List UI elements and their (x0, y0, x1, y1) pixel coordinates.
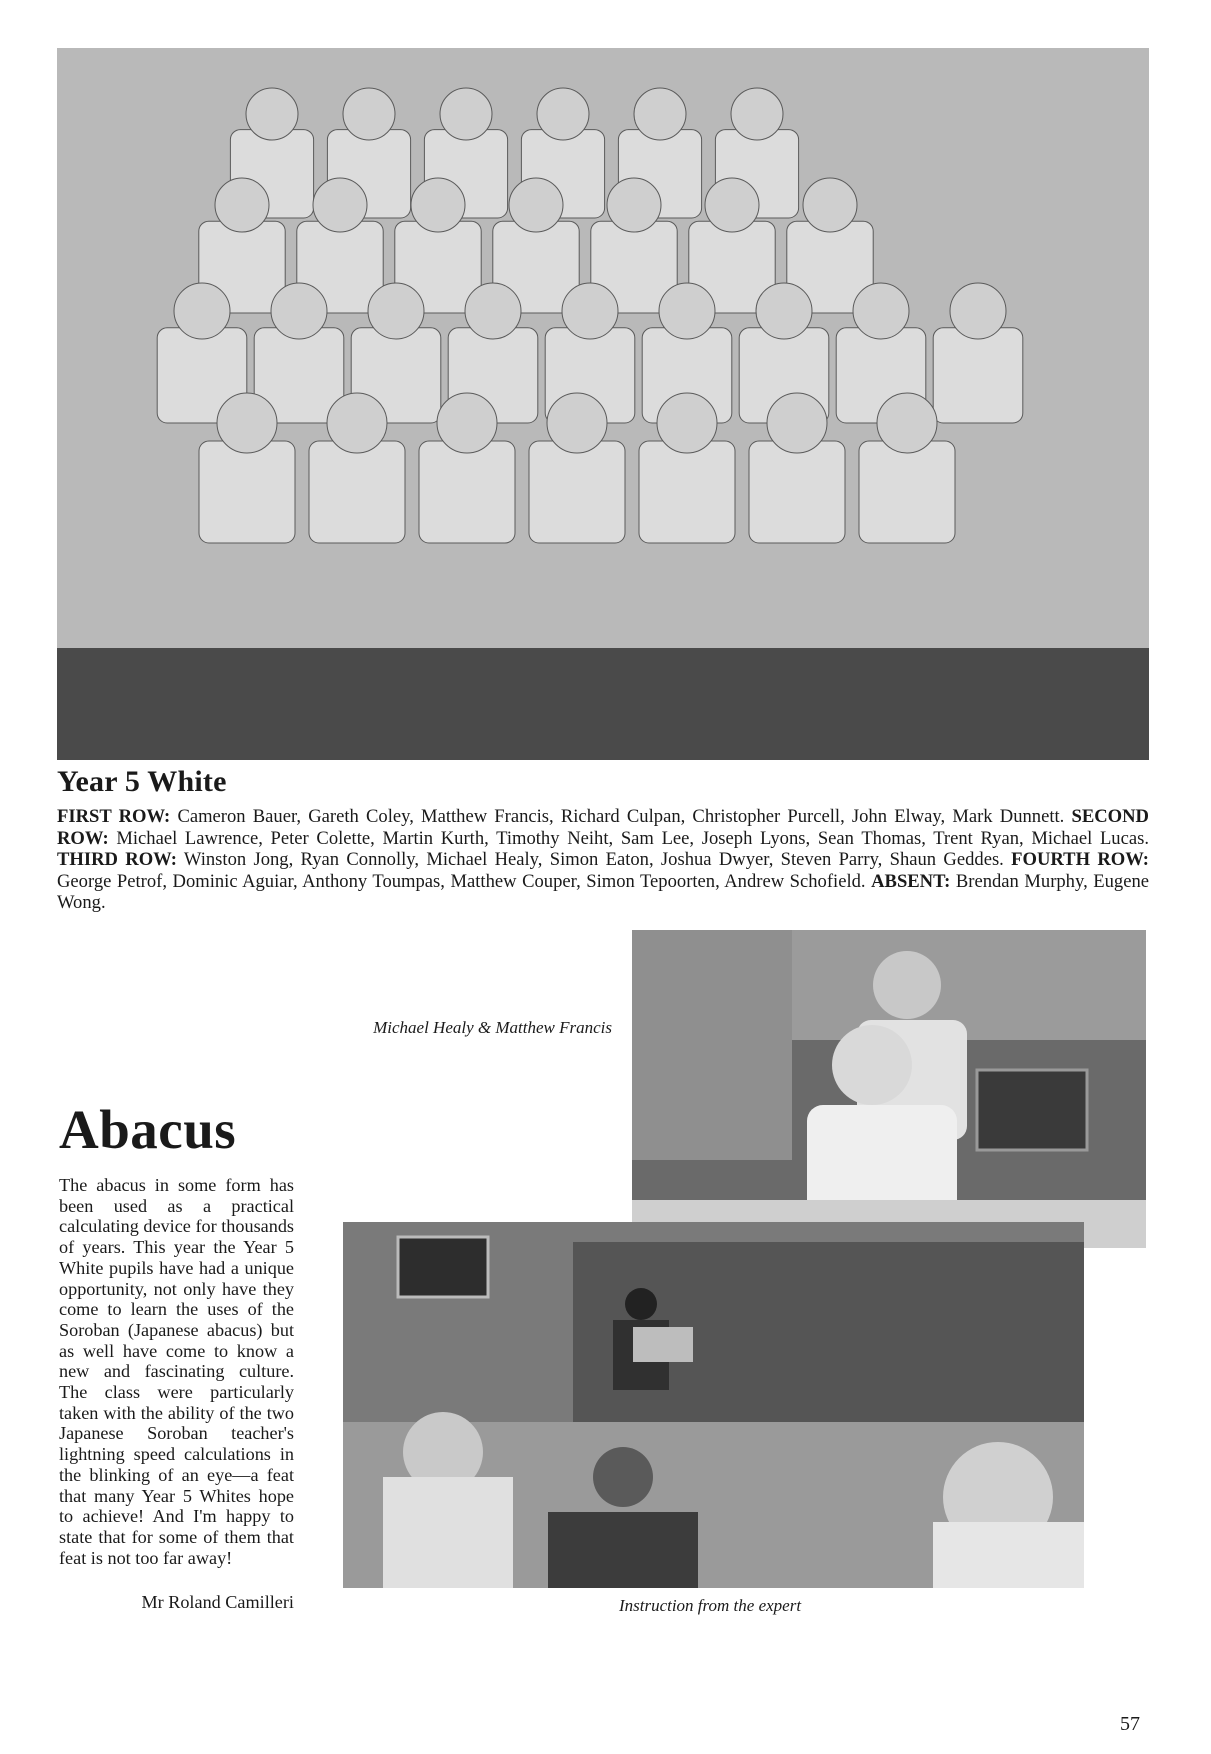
row-label: THIRD ROW: (57, 849, 177, 870)
row-names: George Petrof, Dominic Aguiar, Anthony Toumpas, Matthew Couper, Simon Tepoorten, Andrew Schofield. (57, 870, 872, 892)
article-author: Mr Roland Camilleri (141, 1592, 294, 1612)
row-label: SECOND ROW: (57, 806, 1149, 849)
page-number: 57 (1120, 1713, 1140, 1735)
class-names-paragraph (57, 806, 1149, 914)
abacus-photo-students (632, 930, 1146, 1248)
row-label: ABSENT: (871, 870, 951, 892)
photo-caption-top: Michael Healy & Matthew Francis (373, 1018, 612, 1037)
row-label: FIRST ROW: (57, 806, 171, 827)
article-title: Abacus (59, 1099, 237, 1160)
row-names: Winston Jong, Ryan Connolly, Michael Healy, Simon Eaton, Joshua Dwyer, Steven Parry, Shaun Geddes. (176, 849, 1012, 870)
class-photo (57, 48, 1149, 760)
row-names: Michael Lawrence, Peter Colette, Martin Kurth, Timothy Neiht, Sam Lee, Joseph Lyons, Sean Thomas, Trent Ryan, Michael Lucas. (108, 827, 1149, 849)
row-names: Brendan Murphy, Eugene Wong. (57, 870, 1149, 913)
photo-caption-bottom: Instruction from the expert (618, 1596, 802, 1615)
abacus-photo-classroom (343, 1222, 1084, 1588)
row-label: FOURTH ROW: (1011, 849, 1149, 870)
class-title: Year 5 White (57, 765, 227, 798)
row-names: Cameron Bauer, Gareth Coley, Matthew Francis, Richard Culpan, Christopher Purcell, John Elway, Mark Dunnett. (170, 806, 1072, 827)
article-body: The abacus in some form has been used as a practical calculating device for thousands of years. This year the Year 5 White pupils have had a unique opportunity, not only have they come to learn the uses of the Soroban (Japanese abacus) but as well have come to know a new and fascinating culture. The class were particularly taken with the ability of the two Japanese Soroban teacher's lightning speed calculations in the blinking of an eye—a feat that many Year 5 Whites hope to achieve! And I'm happy to state that for some of them that feat is not too far away! (59, 1175, 294, 1568)
